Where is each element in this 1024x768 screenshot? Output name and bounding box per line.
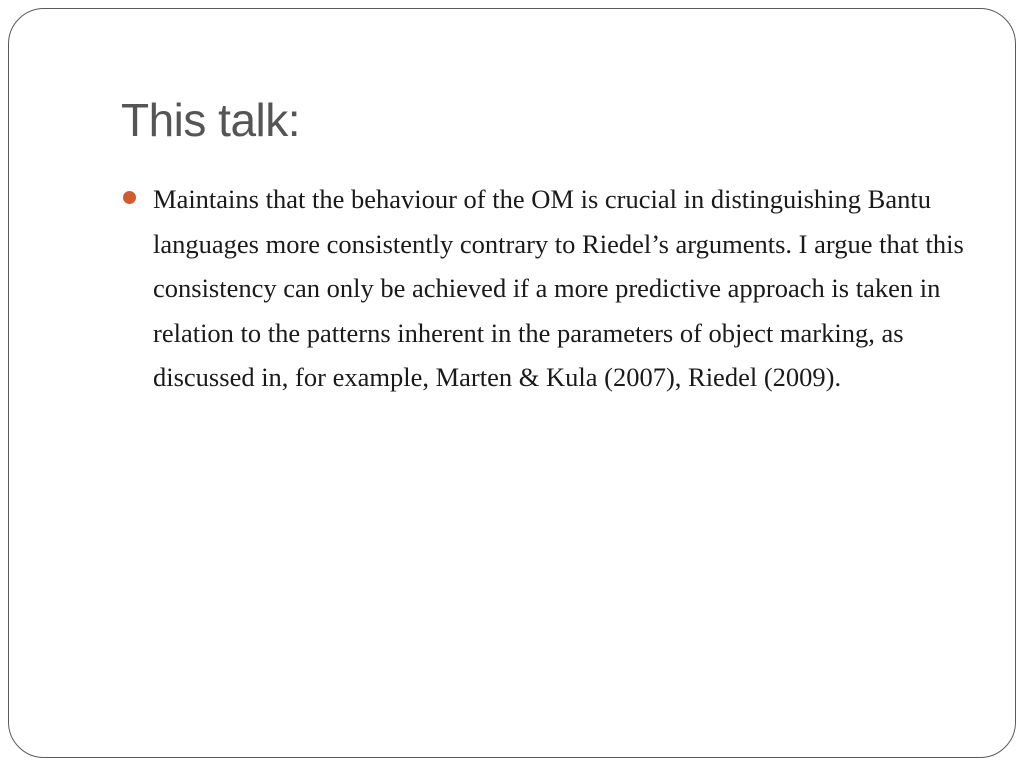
slide-frame (8, 8, 1016, 758)
bullet-list (123, 177, 973, 400)
bullet-text: Maintains that the behaviour of the OM is crucial in distinguishing Bantu languages more consistently contrary to Riedel’s arguments. I argue that this consistency can only be achieved if a more predictive approach is taken in relation to the patterns inherent in the parameters of object marking, as discussed in, for example, Marten & Kula (2007), Riedel (2009). (153, 184, 964, 392)
bullet-dot-icon (123, 191, 136, 204)
bullet-item (123, 177, 973, 400)
slide-title: This talk: (121, 94, 301, 146)
